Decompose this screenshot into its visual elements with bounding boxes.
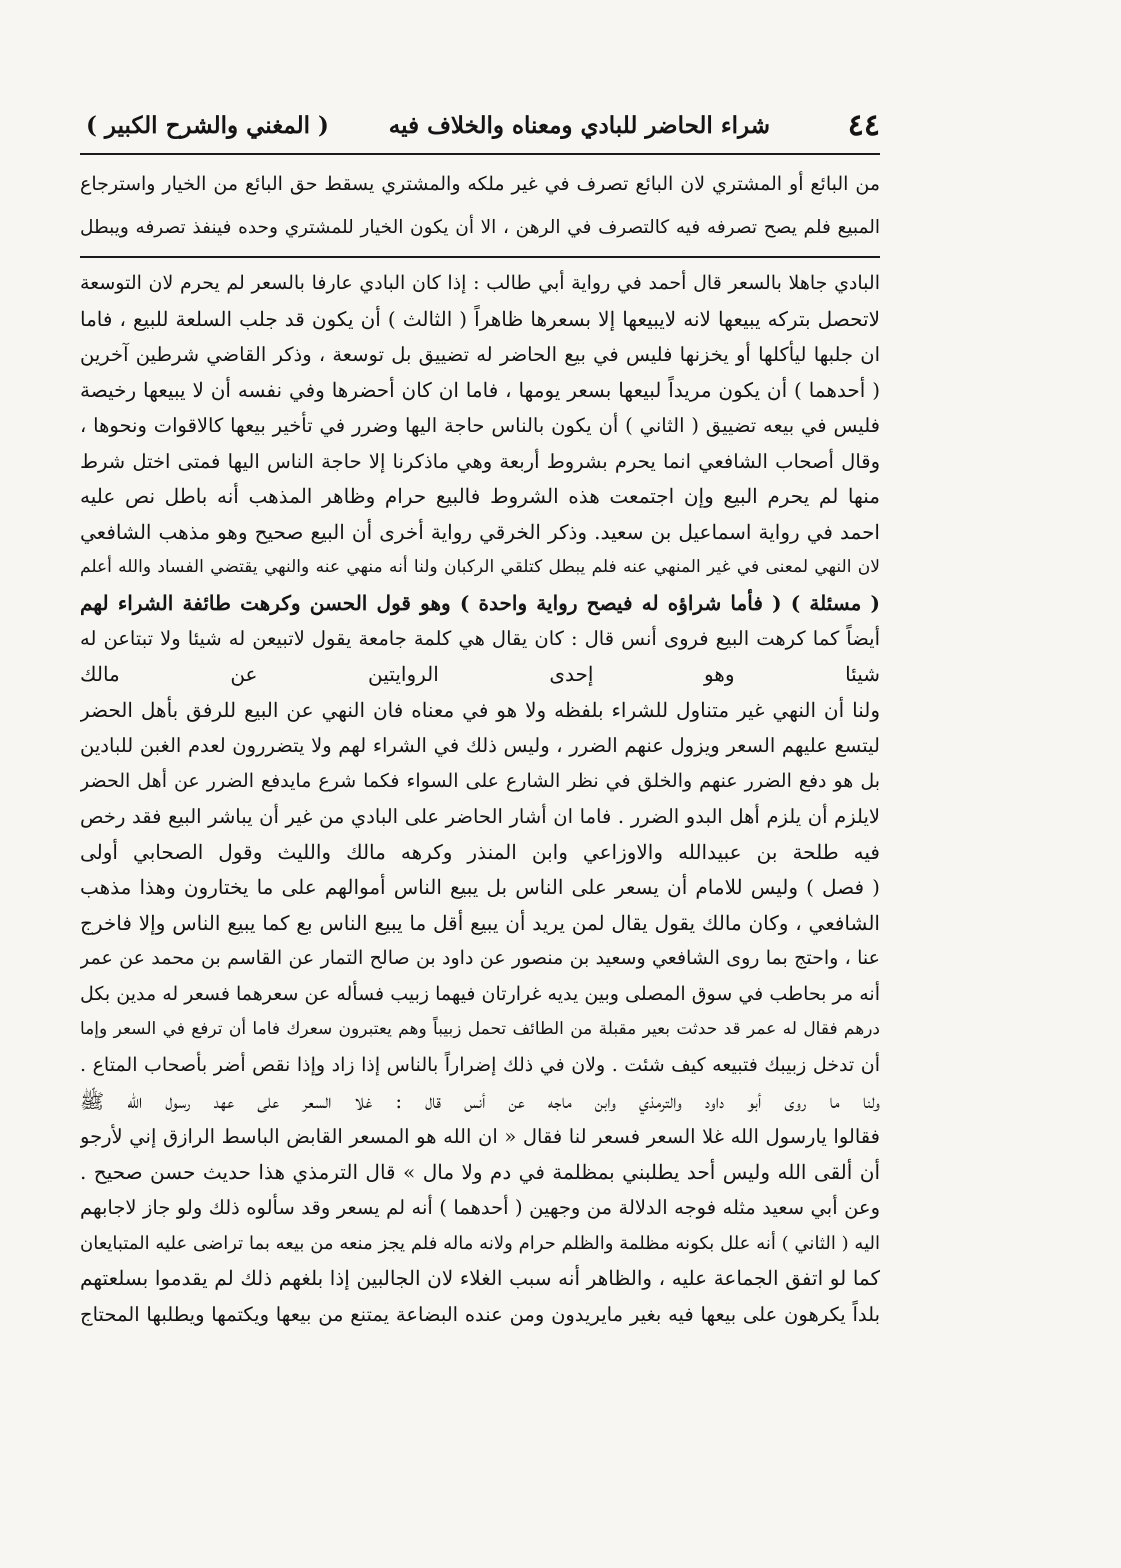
text-line: ( فصل ) وليس للامام أن يسعر على الناس بل يبيع الناس أموالهم على ما يختارون وهذا مذهب <box>80 875 880 900</box>
text-line: ليتسع عليهم السعر ويزول عنهم الضرر ، وليس ذلك في الشراء لهم ولا يتضررون لعدم الغبن للبادين <box>80 734 880 758</box>
text-line: ( مسئلة ) ( فأما شراؤه له فيصح رواية واحدة ) وهو قول الحسن وكرهت طائفة الشراء لهم <box>80 590 880 615</box>
text-line: البادي جاهلا بالسعر قال أحمد في رواية أبي طالب : إذا كان البادي عارفا بالسعر لم يحرم لان التوسعة <box>80 272 880 294</box>
text-line: فيه طلحة بن عبيدالله والاوزاعي وابن المنذر وكرهه مالك والليث وقول الصحابي أولى <box>80 839 880 864</box>
running-title: شراء الحاضر للبادي ومعناه والخلاف فيه <box>388 112 770 139</box>
main-text <box>80 266 880 1332</box>
text-line: ان جلبها ليأكلها أو يخزنها فليس في بيع الحاضر له تضييق بل توسعة ، وذكر القاضي شرطين آخرين <box>80 343 880 367</box>
text-line: لايلزم أن يلزم أهل البدو الضرر . فاما ان أشار الحاضر على البادي من غير أن يباشر البيع فقد رخص <box>80 805 880 829</box>
page-number: ٤٤ <box>847 108 880 143</box>
text-line: لاتحصل بتركه يبيعها لانه لايبيعها إلا بسعرها ظاهراً ( الثالث ) أن يكون قد جلب السلعة للبيع ، فاما <box>80 306 880 331</box>
footnote-line: من البائع أو المشتري لان البائع تصرف في غير ملكه والمشتري يسقط حق البائع من الخيار واسترجاع <box>80 173 880 195</box>
text-line: أنه مر بحاطب في سوق المصلى وبين يديه غرارتان فيهما زبيب فسأله عن سعرهما فسعر له مدين بكل <box>80 982 880 1005</box>
text-line: احمد في رواية اسماعيل بن سعيد. وذكر الخرقي رواية أخرى أن البيع صحيح وهو مذهب الشافعي <box>80 519 880 544</box>
section-rule <box>80 256 880 258</box>
text-line: فليس في بيعه تضييق ( الثاني ) أن يكون بالناس حاجة اليها وضرر في تأخير بيعها كالاقوات ونحوها ، <box>80 414 880 438</box>
text-line: ولنا ما روى أبو داود والترمذي وابن ماجه عن أنس قال : غلا السعر على عهد رسول الله ﷺ <box>80 1088 880 1113</box>
header-rule <box>80 153 880 155</box>
text-line: بل هو دفع الضرر عنهم والخلق في نظر الشارع على السواء فكما شرع مايدفع الضرر عن أهل الحضر <box>80 769 880 792</box>
text-line: درهم فقال له عمر قد حدثت بعير مقبلة من الطائف تحمل زبيباً وهم يعتبرون سعرك فاما أن ترفع في السعر وإما <box>80 1019 880 1040</box>
text-line: الشافعي ، وكان مالك يقول يقال لمن يريد أن يبيع أقل ما يبيع الناس بع كما يبيع الناس وإلا فاخرج <box>80 910 880 935</box>
page-header <box>80 104 880 148</box>
text-line: كما لو اتفق الجماعة عليه ، والظاهر أنه سبب الغلاء لان الجالبين إذا بلغهم ذلك لم يقدموا بسلعتهم <box>80 1266 880 1291</box>
text-line: لان النهي لمعنى في غير المنهي عنه فلم يبطل كتلقي الركبان ولنا أنه منهي عنه والنهي يقتضي الفساد والله أعلم <box>80 557 880 578</box>
text-line: منها لم يحرم البيع وإن اجتمعت هذه الشروط فالبيع حرام وظاهر المذهب أنه باطل نص عليه <box>80 484 880 509</box>
footnote-line: المبيع فلم يصح تصرفه فيه كالتصرف في الرهن ، الا أن يكون الخيار للمشتري وحده فينفذ تصرفه ويبطل <box>80 217 880 238</box>
book-title: ( المغني والشرح الكبير ) <box>86 112 329 139</box>
footnote-block <box>80 163 880 249</box>
text-line: شيئا وهو إحدى الروايتين عن مالك <box>80 662 880 687</box>
text-line: فقالوا يارسول الله غلا السعر فسعر لنا فقال « ان الله هو المسعر القابض الباسط الرازق إني لأرجو <box>80 1125 880 1149</box>
text-line: أن ألقى الله وليس أحد يطلبني بمظلمة في دم ولا مال » قال الترمذي هذا حديث حسن صحيح . <box>80 1159 880 1184</box>
text-line: عنا ، واحتج بما روى الشافعي وسعيد بن منصور عن داود بن صالح التمار عن القاسم بن محمد عن عمر <box>80 947 880 970</box>
text-line: بلداً يكرهون على بيعها فيه بغير مايريدون ومن عنده البضاعة يمتنع من بيعها ويكتمها ويطلبها المحتاج <box>80 1302 880 1326</box>
text-line: اليه ( الثاني ) أنه علل بكونه مظلمة والظلم حرام ولانه ماله فلم يجز منعه من بيعه بما تراضى عليه المتبايعان <box>80 1232 880 1254</box>
text-line: ( أحدهما ) أن يكون مريداً لبيعها بسعر يومها ، فاما ان كان أحضرها وفي نفسه أن لا يبيعها رخيصة <box>80 377 880 402</box>
text-line: أيضاً كما كرهت البيع فروى أنس قال : كان يقال هي كلمة جامعة يقول لاتبيعن له شيئا ولا تبتاعن له <box>80 627 880 651</box>
text-line: ولنا أن النهي غير متناول للشراء بلفظه ولا هو في معناه فان النهي عن البيع للرفق بأهل الحضر <box>80 697 880 722</box>
text-line: وعن أبي سعيد مثله فوجه الدلالة من وجهين ( أحدهما ) أنه لم يسعر وقد سألوه ذلك ولو جاز لاجابهم <box>80 1196 880 1220</box>
text-line: أن تدخل زبيبك فتبيعه كيف شئت . ولان في ذلك إضراراً بالناس إذا زاد وإذا نقص أضر بأصحاب المتاع . <box>80 1054 880 1077</box>
text-line: وقال أصحاب الشافعي انما يحرم بشروط أربعة وهي ماذكرنا إلا حاجة الناس اليها فمتى اختل شرط <box>80 449 880 473</box>
